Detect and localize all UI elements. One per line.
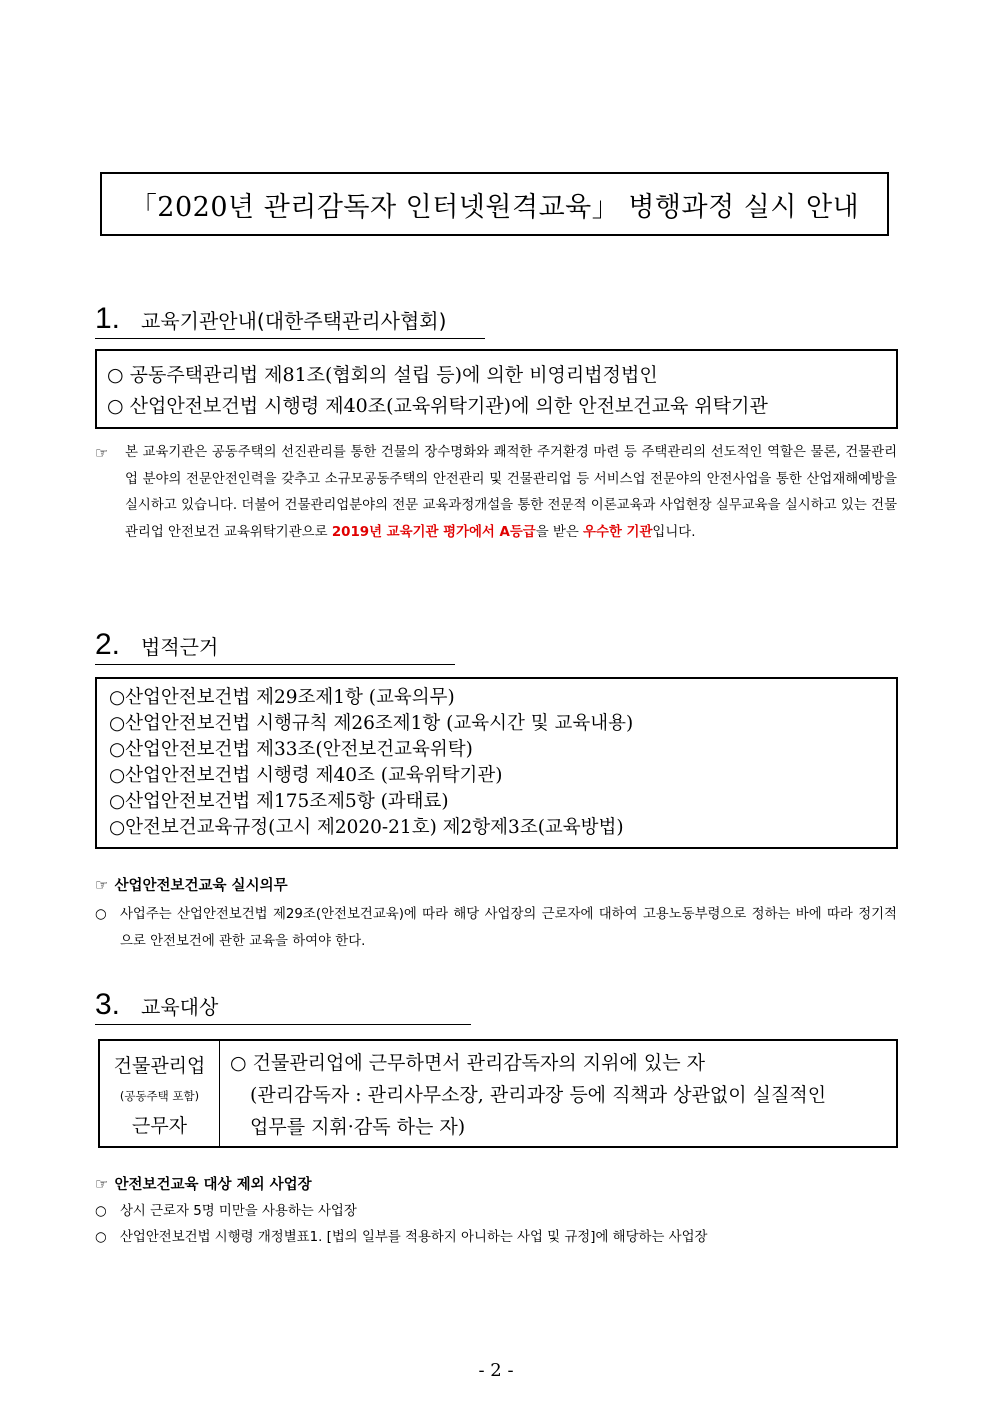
law-item: ○산업안전보건법 시행령 제40조 (교육위탁기관) [109, 765, 503, 786]
pointing-hand-icon: ☞ [95, 444, 109, 462]
list-item-text: 산업안전보건법 시행령 개정별표1. [법의 일부를 적용하지 아니하는 사업 및 규정]에 해당하는 사업장 [120, 1230, 708, 1245]
pointing-hand-icon: ☞ [95, 876, 109, 894]
note-text: 입니다. [652, 524, 696, 540]
bullet: ○ [95, 907, 107, 922]
highlight-grade: 2019년 교육기관 평가에서 A등급 [331, 524, 536, 540]
list-item [95, 1199, 897, 1225]
description-line: ○ 건물관리업에 근무하면서 관리감독자의 지위에 있는 자 [230, 1052, 705, 1074]
law-item: ○산업안전보건법 시행규칙 제26조제1항 (교육시간 및 교육내용) [109, 713, 634, 734]
target-description-cell [230, 1047, 826, 1143]
note-text: 을 받은 [535, 524, 584, 540]
section-number: 1. [95, 302, 121, 335]
law-item: ○산업안전보건법 제29조제1항 (교육의무) [109, 687, 455, 708]
duty-note-heading [95, 874, 288, 895]
section-number: 3. [95, 988, 121, 1021]
note-body [125, 440, 897, 546]
bullet: ○ [95, 1230, 107, 1245]
category-sublabel: (공동주택 포함) [119, 1089, 200, 1103]
pointing-hand-icon: ☞ [95, 1175, 109, 1193]
document-title: 「2020년 관리감독자 인터넷원격교육」 병행과정 실시 안내 [100, 172, 889, 236]
institution-note [95, 440, 897, 546]
section-3-heading [95, 984, 471, 1025]
duty-paragraph [95, 902, 897, 955]
description-line: 업무를 지휘·감독 하는 자) [250, 1116, 466, 1138]
section-title: 교육기관안내(대한주택관리사협회) [141, 309, 447, 333]
section-2-heading [95, 624, 455, 665]
exclusion-note-heading [95, 1173, 312, 1194]
highlight-excellent: 우수한 기관 [583, 524, 653, 540]
law-item: ○산업안전보건법 제175조제5항 (과태료) [109, 791, 449, 812]
box-line: ○ 공동주택관리법 제81조(협회의 설립 등)에 의한 비영리법정법인 [107, 364, 658, 386]
law-item: ○안전보건교육규정(고시 제2020-21호) 제2항제3조(교육방법) [109, 817, 624, 838]
section-title: 교육대상 [141, 995, 219, 1019]
paragraph-text: 사업주는 산업안전보건법 제29조(안전보건교육)에 따라 해당 사업장의 근로자에 대하여 고용노동부령으로 정하는 바에 따라 정기적으로 안전보건에 관한 교육을 하여야 한다. [120, 907, 897, 949]
target-table [98, 1039, 898, 1148]
legal-basis-box [95, 677, 898, 849]
list-item [95, 1225, 897, 1251]
exclusion-list [95, 1199, 897, 1251]
institution-info-box [95, 349, 898, 429]
note-text: 본 교육기관은 공동주택의 선진관리를 통한 건물의 장수명화와 쾌적한 주거환경 마련 등 주택관리의 선도적인 역할은 물론, 건물관리업 분야의 전문안전인력을 갖추고 소규모공동주택의 안전관리 및 건물관리업 등 서비스업 전문야의 안전사업을 통한 산업재해예방을 실시하고 있습니다. 더불어 건물관리업분야의 전문 교육과정개설을 통한 전문적 이론교육과 사업현장 실무교육을 실시하고 있는 건물관리업 안전보건 교육위탁기관으로 [125, 445, 897, 540]
target-category-cell [100, 1041, 220, 1146]
section-number: 2. [95, 628, 121, 661]
note-heading-text: 산업안전보건교육 실시의무 [114, 878, 288, 894]
bullet: ○ [95, 1204, 107, 1219]
page-number: - 2 - [478, 1360, 514, 1381]
section-1-heading [95, 298, 485, 339]
note-heading-text: 안전보건교육 대상 제외 사업장 [114, 1177, 312, 1193]
description-line: (관리감독자 : 관리사무소장, 관리과장 등에 직책과 상관없이 실질적인 [250, 1084, 827, 1106]
box-line: ○ 산업안전보건법 시행령 제40조(교육위탁기관)에 의한 안전보건교육 위탁기관 [107, 395, 768, 417]
list-item-text: 상시 근로자 5명 미만을 사용하는 사업장 [120, 1204, 357, 1219]
category-label-bottom: 근무자 [131, 1115, 188, 1137]
section-title: 법적근거 [141, 635, 219, 659]
category-label: 건물관리업 [113, 1055, 206, 1077]
law-item: ○산업안전보건법 제33조(안전보건교육위탁) [109, 739, 473, 760]
